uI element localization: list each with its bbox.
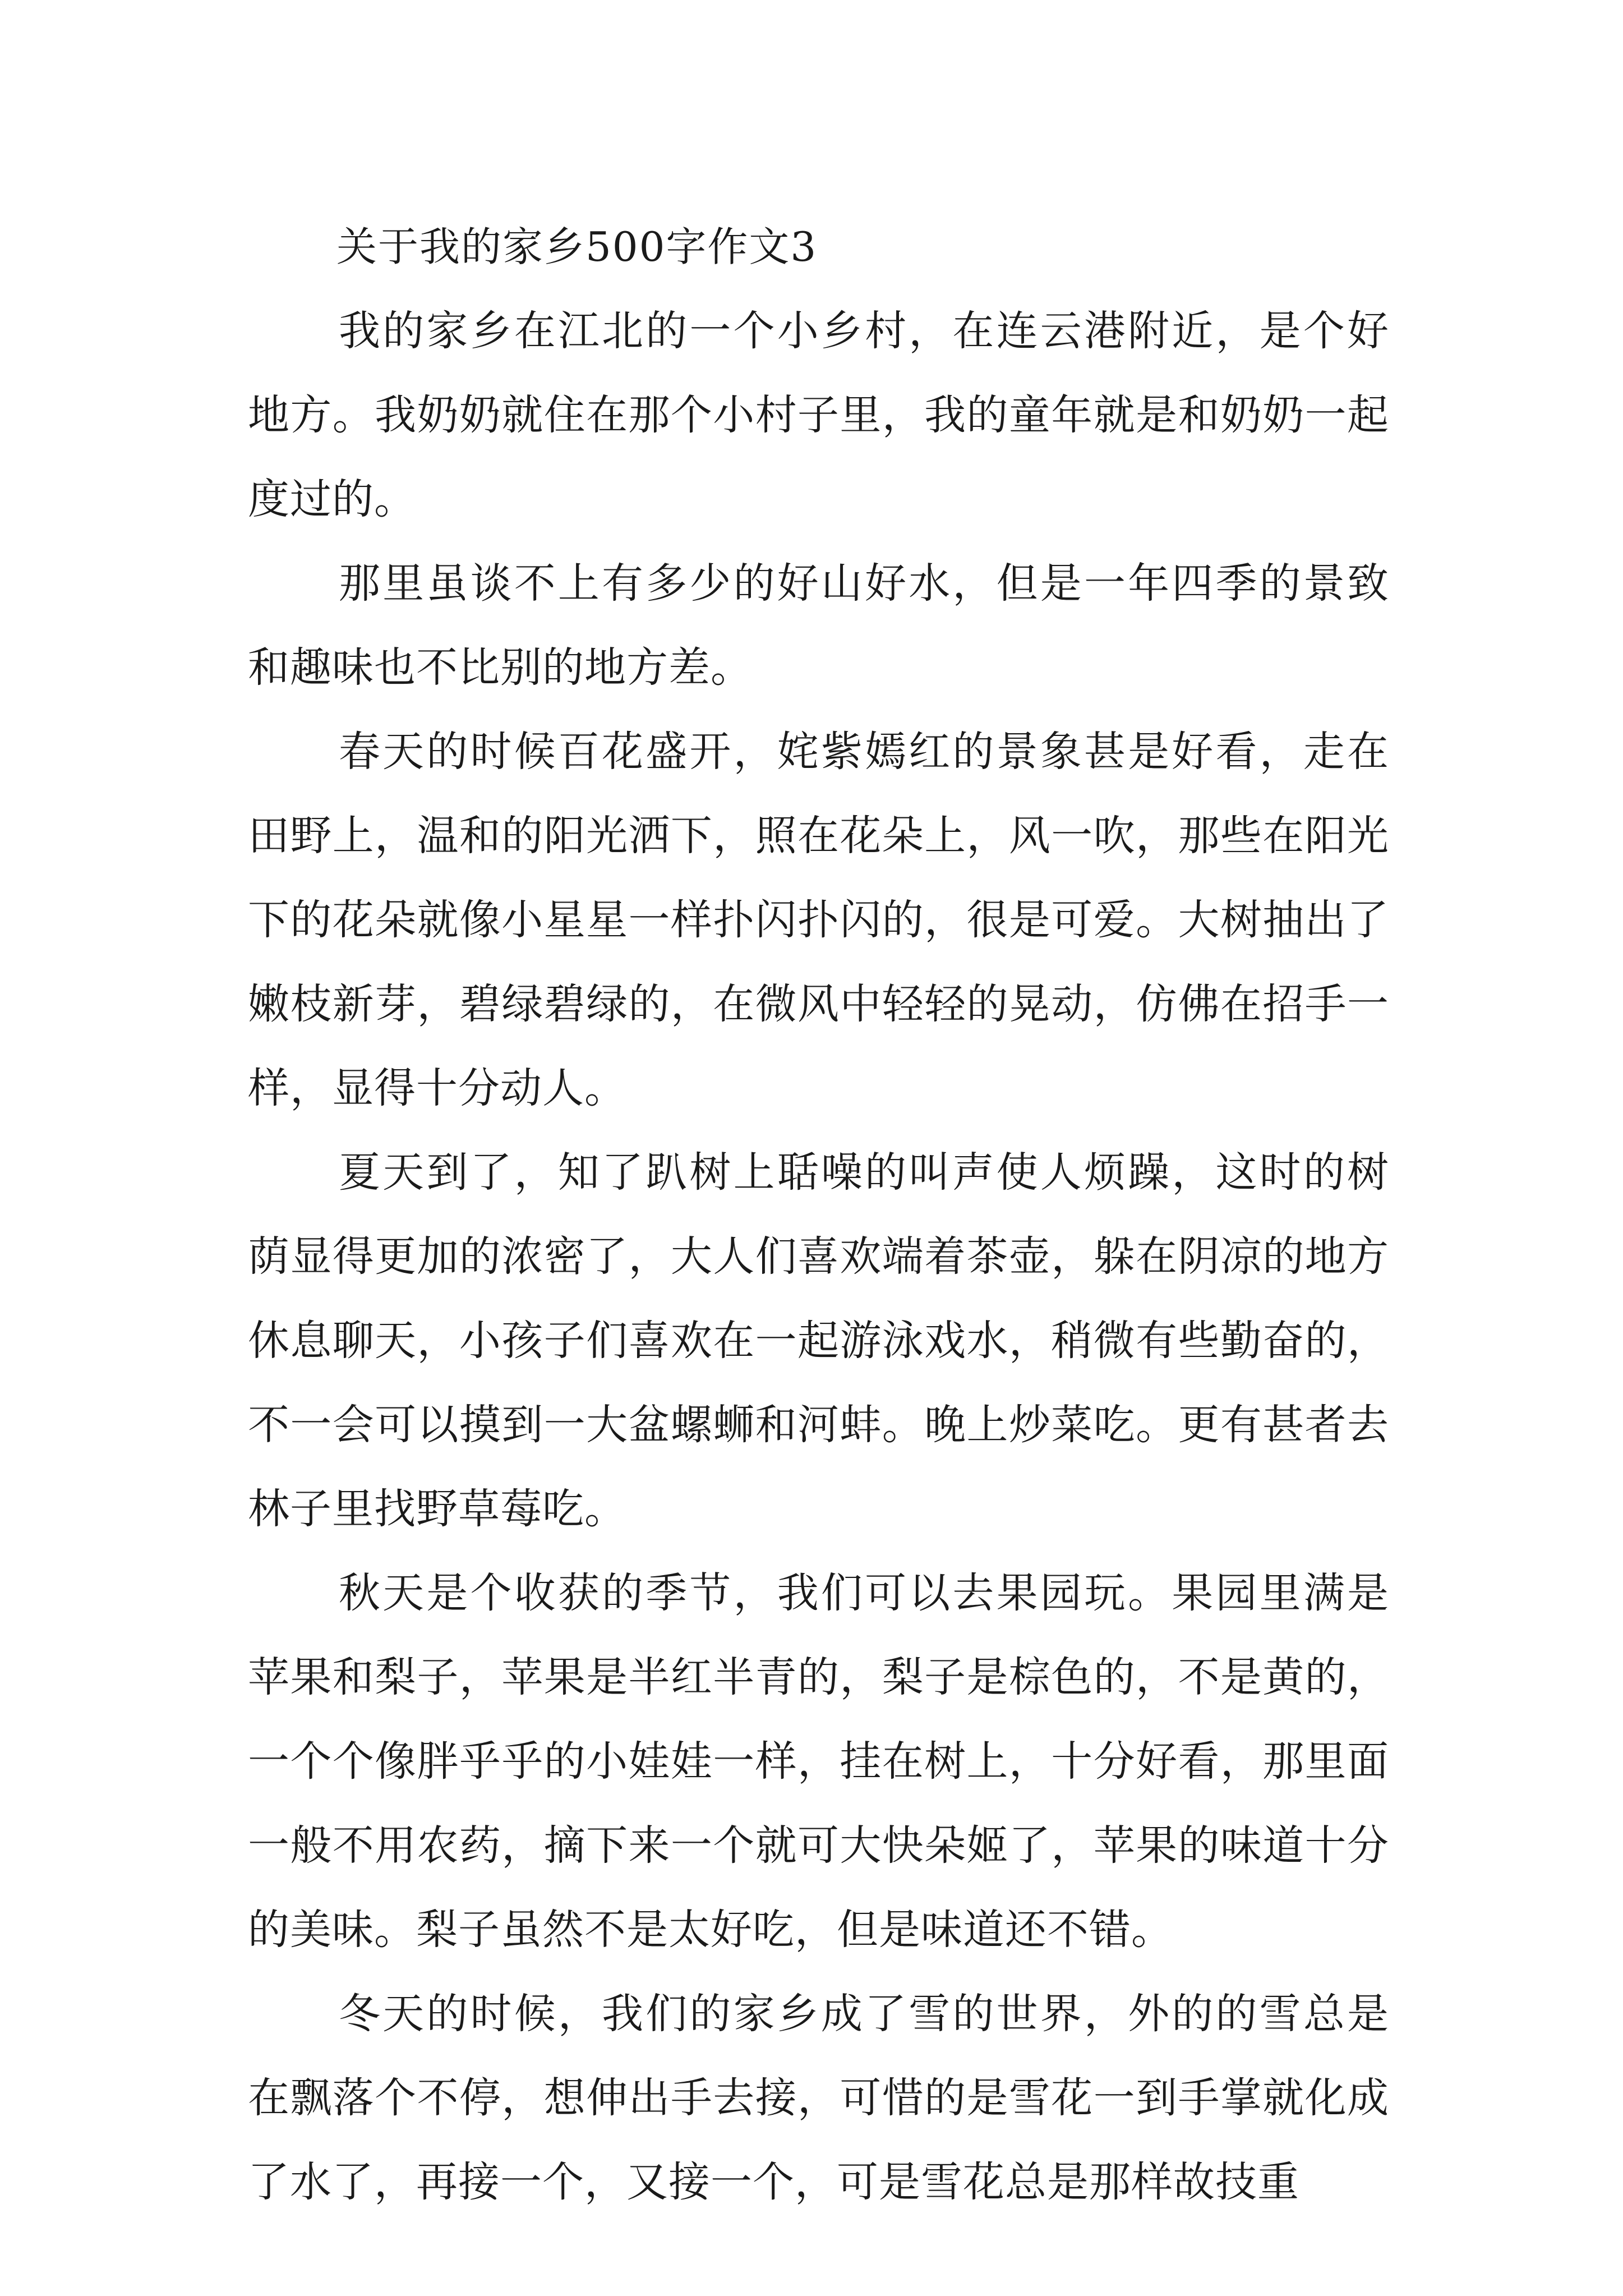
paragraph-autumn: 秋天是个收获的季节，我们可以去果园玩。果园里满是苹果和梨子，苹果是半红半青的，梨子是棕色的，不是黄的，一个个像胖乎乎的小娃娃一样，挂在树上，十分好看，那里面一般不用农药，摘下来一个就可大快朵姬了，苹果的味道十分的美味。梨子虽然不是太好吃，但是味道还不错。 (248, 1569, 1389, 1954)
paragraph-scenery: 那里虽谈不上有多少的好山好水，但是一年四季的景致和趣味也不比别的地方差。 (248, 559, 1389, 692)
essay-title: 关于我的家乡500字作文3 (336, 223, 818, 270)
paragraph-intro: 我的家乡在江北的一个小乡村，在连云港附近，是个好地方。我奶奶就住在那个小村子里，我的童年就是和奶奶一起度过的。 (248, 307, 1389, 523)
paragraph-summer: 夏天到了，知了趴树上聒噪的叫声使人烦躁，这时的树荫显得更加的浓密了，大人们喜欢端着茶壶，躲在阴凉的地方休息聊天，小孩子们喜欢在一起游泳戏水，稍微有些勤奋的，不一会可以摸到一大盆螺蛳和河蚌。晚上炒菜吃。更有甚者去林子里找野草莓吃。 (248, 1148, 1389, 1533)
paragraph-spring: 春天的时候百花盛开，姹紫嫣红的景象甚是好看，走在田野上，温和的阳光洒下，照在花朵上，风一吹，那些在阳光下的花朵就像小星星一样扑闪扑闪的，很是可爱。大树抽出了嫩枝新芽，碧绿碧绿的，在微风中轻轻的晃动，仿佛在招手一样，显得十分动人。 (248, 728, 1389, 1112)
paragraph-winter: 冬天的时候，我们的家乡成了雪的世界，外的的雪总是在飘落个不停，想伸出手去接，可惜的是雪花一到手掌就化成了水了，再接一个，又接一个，可是雪花总是那样故技重 (248, 1990, 1389, 2206)
document-body (248, 205, 1389, 2224)
